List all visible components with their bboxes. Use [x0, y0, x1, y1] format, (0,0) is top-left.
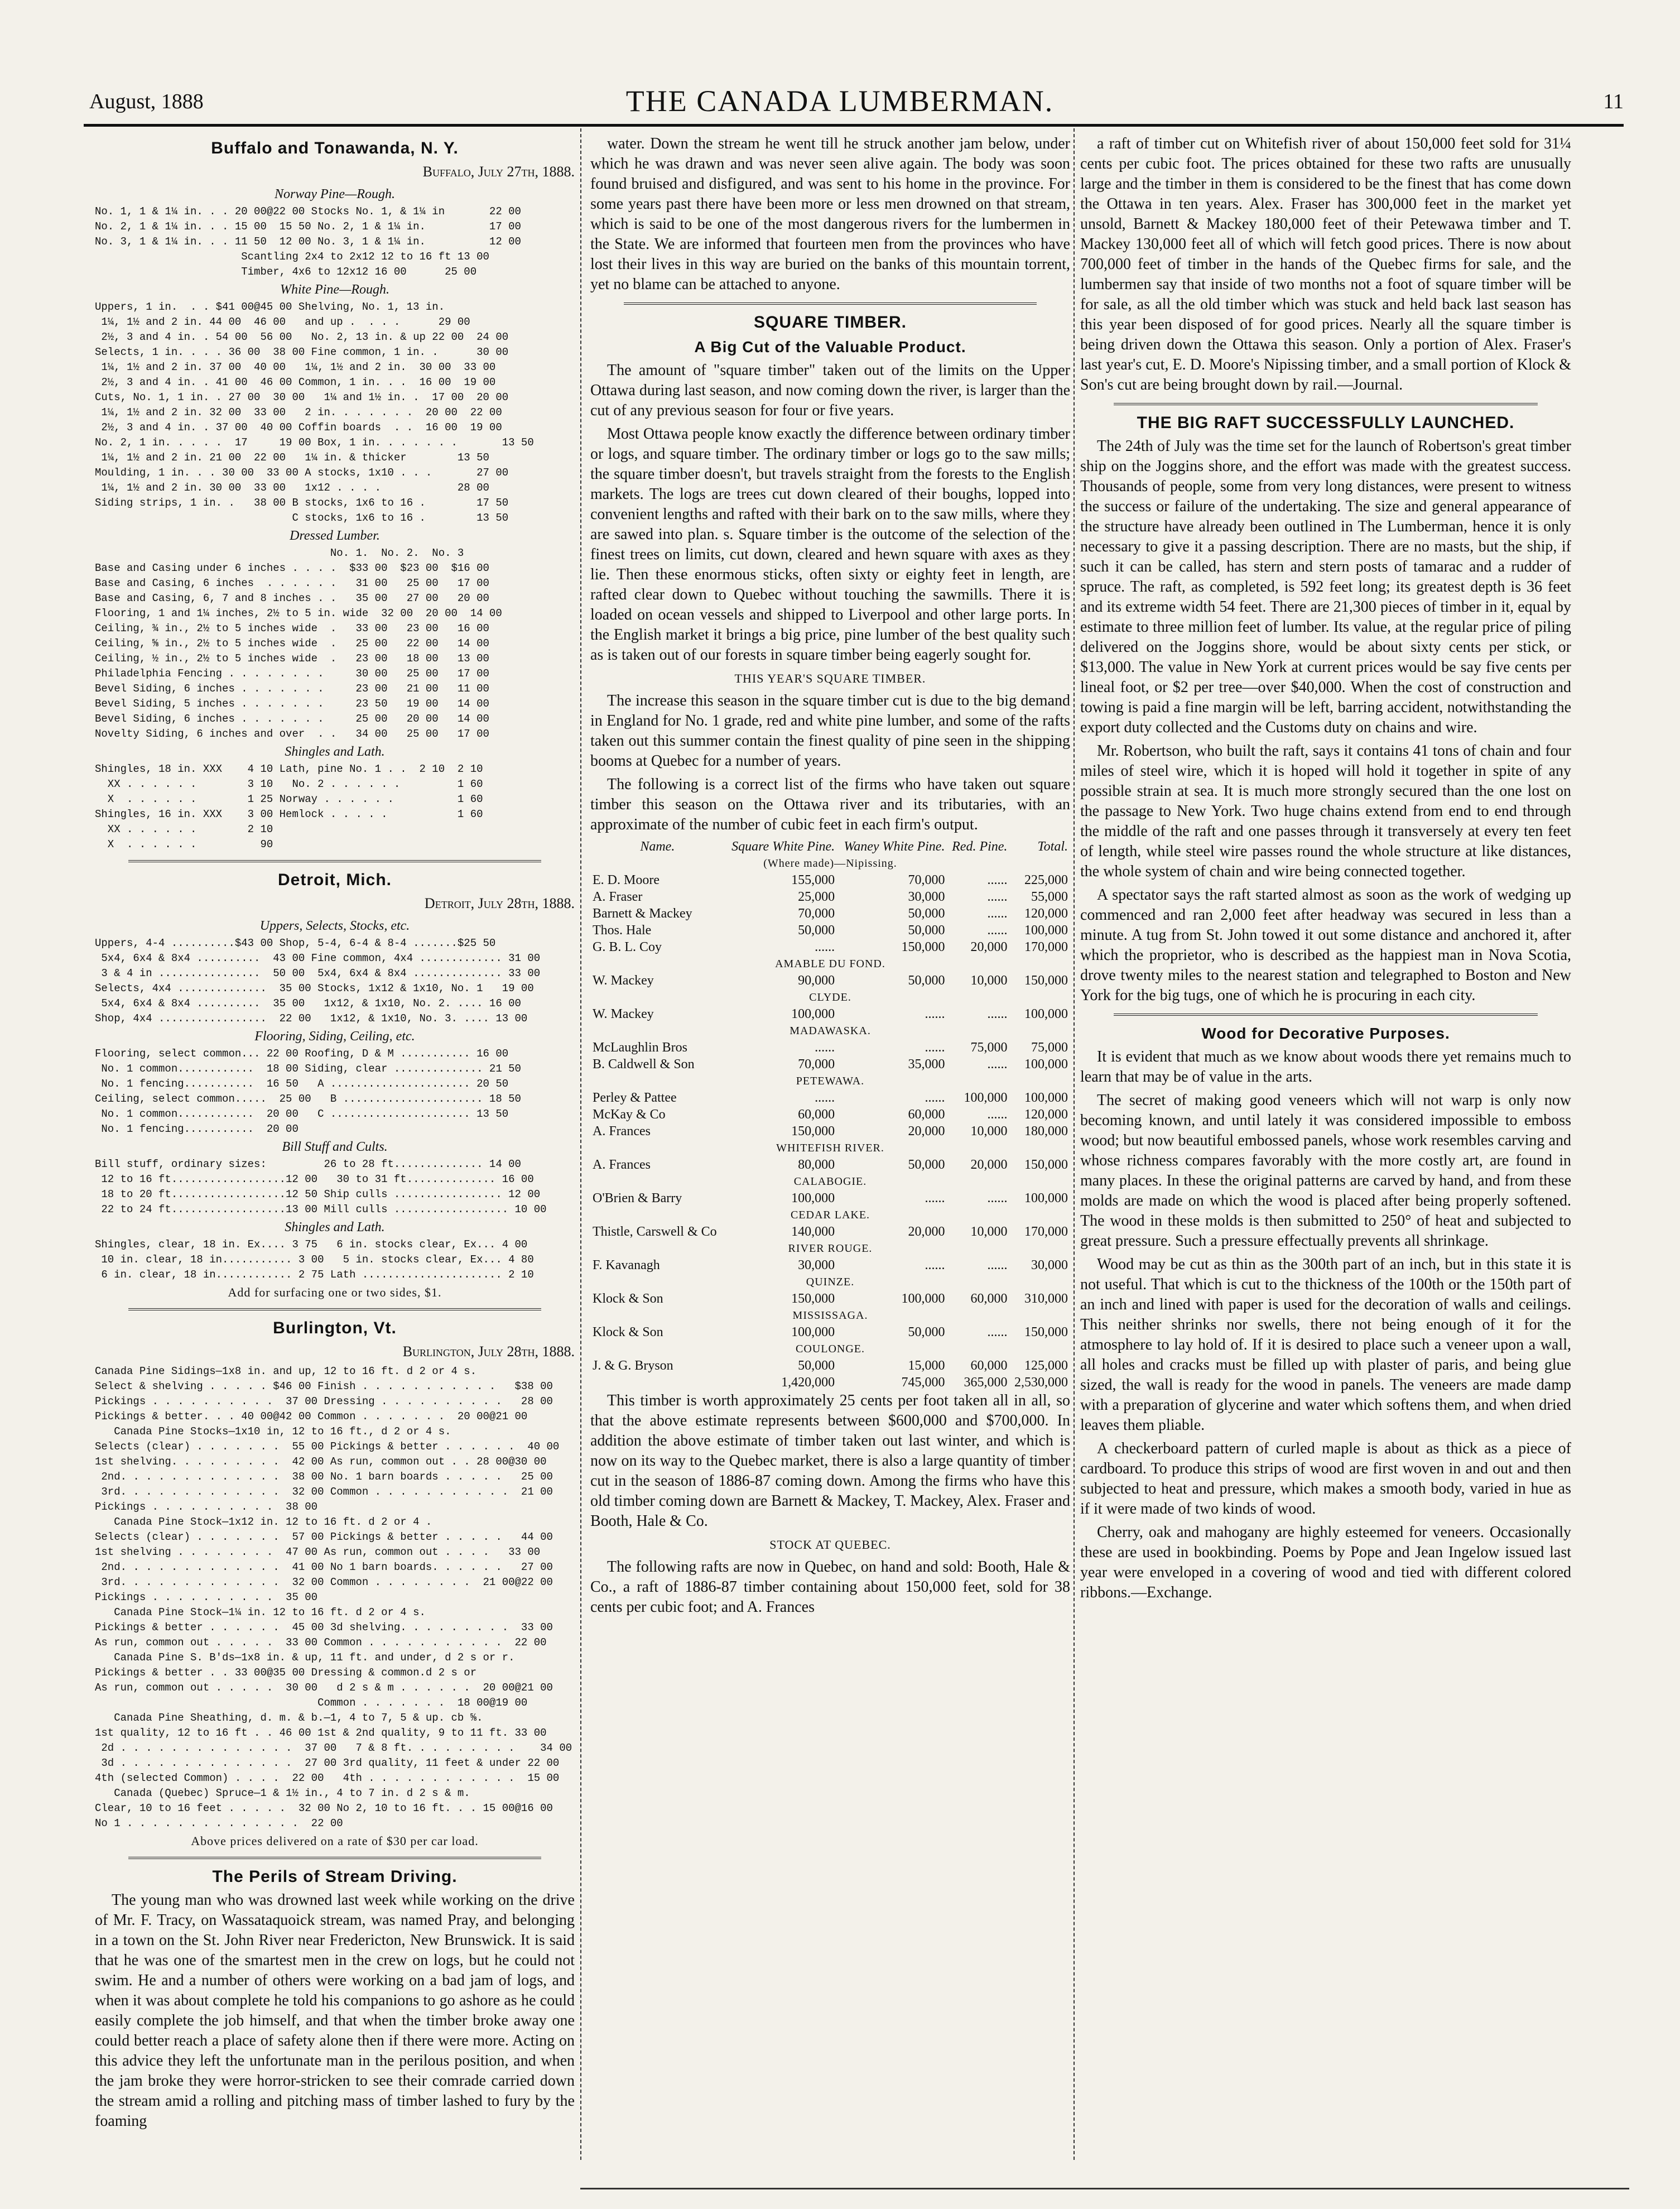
table-group-row — [590, 955, 1070, 972]
table-cell-value: 170,000 — [1024, 1224, 1068, 1239]
table-group-row — [590, 1022, 1070, 1039]
table-group-label: COULONGE. — [796, 1343, 865, 1355]
table-cell-value: 30,000 — [798, 1258, 835, 1272]
table-header: Name. — [640, 839, 675, 854]
table-group-label: CEDAR LAKE. — [790, 1209, 870, 1221]
article-paragraph: Cherry, oak and mahogany are highly esteemed for veneers. Occasionally these are used in bookbinding. Poems by Pope and Jean Ingelow issued last year were enveloped in a covering of wood and tied with different colored ribbons.—Exchange. — [1080, 1524, 1571, 1601]
table-cell-value: 70,000 — [908, 873, 945, 887]
table-group-row — [590, 1307, 1070, 1324]
table-cell-value: 20,000 — [908, 1124, 945, 1139]
table-cell-value: 100,000 — [1024, 1007, 1068, 1021]
table-cell-value: ...... — [987, 1107, 1008, 1122]
table-row — [590, 972, 1070, 989]
table-cell-value: 30,000 — [908, 890, 945, 904]
page-number: 11 — [1603, 90, 1624, 113]
masthead-title: THE CANADA LUMBERMAN. — [625, 84, 1054, 118]
table-cell-name: A. Fraser — [593, 890, 643, 904]
table-total-cell: 745,000 — [901, 1375, 945, 1390]
table-cell-name: F. Kavanagh — [593, 1258, 660, 1272]
table-body — [590, 855, 1070, 1391]
table-cell-value: ...... — [987, 1191, 1008, 1206]
article-paragraph: water. Down the stream he went till he struck another jam below, under which he was drawn and was never seen alive again. The body was soon found bruised and disfigured, and was sent to his home in the province. For some years past there have been more or less men drowned on that stream, which is said to be one of the most dangerous rivers for the lumbermen in the State. We are informed that fourteen men from the provinces who have lost their lives in this way are buried on the banks of this mountain torrent, yet no blame can be attached to anyone. — [590, 135, 1070, 293]
footer-rule — [580, 2188, 1629, 2189]
article-paragraph: The 24th of July was the time set for the launch of Robertson's great timber ship on the Joggins shore, and the effort was made with the greatest success. Thousands of people, some from very long distances, were present to witness the success or failure of the undertaking. The size and general appearance of the structure have already been outlined in The Lumberman, hence it is only necessary to give it a passing description. There are no masts, but the ship, if such it can be called, has stern and stern posts of tamarac and a rudder of spruce. The raft, as completed, is 592 feet long; its greatest depth is 36 feet and its extreme width 54 feet. There are 21,300 pieces of timber in it, equal by estimate to three million feet of lumber. Its value, at the regular price of piling delivered on the Joggins shore, would be about sixty cents per stick, or $13,000. The value in New York at current prices would be say five cents per lineal foot, or $2 per tree—over $40,000. When the cost of construction and towing is paid a fine margin will be left, barring accident, notwithstanding the export duty collected and the Customs duty on chains and wire. — [1080, 438, 1571, 736]
article-subtitle: A Big Cut of the Valuable Product. — [694, 338, 966, 356]
table-row — [590, 889, 1070, 905]
table-total-cell: 2,530,000 — [1014, 1375, 1068, 1390]
article-paragraph: A spectator says the raft started almost as soon as the work of wedging up commenced and ran 2,000 feet after headway was secured in less than a minute. A tug from St. John towed it out some distance and anchored it, after which the proprietor, who is described as the happiest man in Nova Scotia, drove twenty miles to the nearest station and telegraphed to Boston and New York for the big tugs, one of which he is procuring in each city. — [1080, 886, 1571, 1004]
column-2 — [590, 134, 1070, 2143]
table-group-row — [590, 1240, 1070, 1257]
table-cell-value: 120,000 — [1024, 1107, 1068, 1122]
table-group-label: QUINZE. — [806, 1276, 855, 1288]
table-group-row — [590, 1140, 1070, 1156]
table-cell-value: 100,000 — [1024, 923, 1068, 938]
table-cell-value: 150,000 — [791, 1291, 835, 1306]
subhead: Shingles and Lath. — [285, 1220, 385, 1235]
section-rule — [624, 302, 1037, 305]
table-cell-name: Perley & Pattee — [593, 1091, 677, 1105]
note: Add for surfacing one or two sides, $1. — [228, 1285, 442, 1299]
table-cell-name: Thistle, Carswell & Co — [593, 1224, 717, 1239]
table-header-row — [590, 838, 1070, 855]
table-cell-value: 10,000 — [970, 973, 1008, 988]
table-cell-value: ...... — [987, 1258, 1008, 1272]
price-list: Bill stuff, ordinary sizes: 26 to 28 ft.............. 14 00 12 to 16 ft..................12 00 30 to 31 ft.............. 16 00 18 to 20 ft..................12 50 Ship culls ................. 12 00 22 to 24 ft..................13 00 Mill culls .................. 10 00 — [95, 1158, 547, 1216]
article-title: The Perils of Stream Driving. — [212, 1867, 458, 1886]
table-cell-value: 100,000 — [791, 1191, 835, 1206]
article-paragraph: The following rafts are now in Quebec, on hand and sold: Booth, Hale & Co., a raft of 1886-87 timber containing about 150,000 feet, sold for 38 cents per cubic foot; and A. Frances — [590, 1558, 1070, 1616]
table-cell-value: 25,000 — [798, 890, 835, 904]
table-group-label: PETEWAWA. — [796, 1075, 865, 1087]
article-title: Wood for Decorative Purposes. — [1201, 1025, 1450, 1042]
table-cell-value: ...... — [925, 1040, 945, 1055]
section-rule — [1114, 403, 1538, 405]
dateline: Burlington, July 28th, 1888. — [402, 1343, 575, 1360]
table-cell-value: 100,000 — [1024, 1191, 1068, 1206]
article-paragraph: A checkerboard pattern of curled maple is about as thick as a piece of cardboard. To produce this strips of wood are first woven in and out and then subjected to heat and pressure, which makes a smooth body, varied in hue as if it were made of two kinds of wood. — [1080, 1440, 1571, 1518]
column-3 — [1080, 134, 1571, 2143]
table-cell-value: 60,000 — [970, 1358, 1008, 1373]
column-divider — [580, 128, 581, 2160]
header-date: August, 1888 — [89, 90, 204, 113]
table-cell-value: 100,000 — [1024, 1091, 1068, 1105]
table-group-row — [590, 1341, 1070, 1357]
table-cell-value: 60,000 — [908, 1107, 945, 1122]
table-group-row — [590, 989, 1070, 1006]
table-total-row — [590, 1374, 1070, 1391]
article-paragraph: This timber is worth approximately 25 cents per foot taken all in all, so that the above estimate represents between $600,000 and $700,000. In addition the above estimate of timber taken out last winter, and which is now on its way to the Quebec market, there is also a large quantity of timber cut in the season of 1886-87 coming down. Among the firms who have this old timber coming down are Barnett & Mackey, T. Mackey, Alex. Fraser and Booth, Hale & Co. — [590, 1392, 1070, 1530]
table-row — [590, 872, 1070, 889]
section-rule — [128, 1308, 541, 1310]
table-cell-name: A. Frances — [593, 1124, 651, 1139]
table-cell-value: ...... — [815, 1091, 835, 1105]
article-paragraph: The secret of making good veneers which will not warp is only now becoming known, and until lately it was considered impossible to emboss wood; but now beautiful embossed panels, whose work resembles carving and whose richness compares favorably with the more costly art, are found in many places. In these the original patterns are carved by hand, and from these molds are made on which the wood is placed after being properly softened. The wood in these molds is then submitted to 250° of heat and subjected to great pressure. Such a pressure effectually prevents all shrinkage. — [1080, 1092, 1571, 1250]
table-group-label: (Where made)—Nipissing. — [763, 857, 897, 870]
column-divider — [1074, 128, 1075, 2160]
table-cell-name: Thos. Hale — [593, 923, 652, 938]
table-cell-name: E. D. Moore — [593, 873, 660, 887]
table-cell-value: 150,000 — [1024, 1158, 1068, 1172]
header-rule — [84, 124, 1624, 127]
subhead: Flooring, Siding, Ceiling, etc. — [254, 1029, 415, 1044]
table-cell-value: 90,000 — [798, 973, 835, 988]
table-cell-value: 75,000 — [1031, 1040, 1068, 1055]
section-rule — [1114, 1014, 1538, 1016]
subhead: Uppers, Selects, Stocks, etc. — [259, 919, 410, 933]
table-group-label: MISSISSAGA. — [792, 1309, 868, 1322]
table-cell-value: 100,000 — [901, 1291, 945, 1306]
table-row — [590, 1223, 1070, 1240]
subhead: Dressed Lumber. — [290, 529, 380, 543]
table-cell-value: 150,000 — [1024, 973, 1068, 988]
table-cell-name: B. Caldwell & Son — [593, 1057, 695, 1072]
table-cell-name: G. B. L. Coy — [593, 940, 662, 954]
section-rule — [128, 860, 541, 862]
table-cell-value: 140,000 — [791, 1224, 835, 1239]
table-cell-value: 60,000 — [798, 1107, 835, 1122]
table-cell-value: 50,000 — [908, 923, 945, 938]
table-cell-name: Klock & Son — [593, 1325, 663, 1339]
table-group-label: AMABLE DU FOND. — [775, 958, 885, 970]
table-row — [590, 1357, 1070, 1374]
table-cell-value: 35,000 — [908, 1057, 945, 1072]
table-cell-value: 20,000 — [970, 940, 1008, 954]
table-cell-value: 100,000 — [791, 1007, 835, 1021]
table-group-row — [590, 1173, 1070, 1190]
section-title: Buffalo and Tonawanda, N. Y. — [211, 139, 459, 157]
dateline: Detroit, July 28th, 1888. — [424, 895, 575, 911]
price-list: Shingles, 18 in. XXX 4 10 Lath, pine No. 1 . . 2 10 2 10 XX . . . . . . 3 10 No. 2 . . . . . . 1 60 X . . . . . . 1 25 Norway . . . . . . 1 60 Shingles, 16 in. XXX 3 00 Hemlock . . . . . 1 60 XX . . . . . . 2 10 X . . . . . . 90 — [95, 763, 483, 851]
table-cell-value: ...... — [815, 1040, 835, 1055]
table-cell-value: 10,000 — [970, 1124, 1008, 1139]
table-cell-name: O'Brien & Barry — [593, 1191, 682, 1206]
table-cell-value: ...... — [987, 1325, 1008, 1339]
table-row — [590, 1190, 1070, 1207]
table-header: Square White Pine. — [731, 839, 835, 854]
table-cell-value: 20,000 — [970, 1158, 1008, 1172]
table-cell-value: 50,000 — [798, 923, 835, 938]
table-cell-value: ...... — [925, 1007, 945, 1021]
table-cell-name: W. Mackey — [593, 973, 654, 988]
table-total-cell — [590, 1374, 725, 1391]
article-paragraph: a raft of timber cut on Whitefish river of about 150,000 feet sold for 31¼ cents per cubic foot. The prices obtained for these two rafts are unusually large and the timber in them is considered to be the finest that has come down the Ottawa in ten years. Alex. Fraser has 300,000 feet in the market yet unsold, Barnett & Mackey 180,000 feet of their Petewawa timber and T. Mackey 130,000 feet all of which will fetch good prices. There is now about 700,000 feet of timber in the hands of the Quebec firms for sale, and the lumbermen say that inside of two months not a foot of square timber will be for sale, as all the old timber which was stuck and held back last season has this year been disposed of for good prices. Nearly all the square timber is being driven down the Ottawa this season. Only a portion of Alex. Fraser's last year's cut, E. D. Moore's Nipissing timber, and a small portion of Klock & Son's cut are being brought down by rail.—Journal. — [1080, 135, 1571, 393]
table-cell-value: 15,000 — [908, 1358, 945, 1373]
table-cell-value: 125,000 — [1024, 1358, 1068, 1373]
table-cell-value: ...... — [925, 1091, 945, 1105]
table-row — [590, 1156, 1070, 1173]
table-row — [590, 1006, 1070, 1022]
table-group-row — [590, 1073, 1070, 1089]
table-header: Waney White Pine. — [844, 839, 945, 854]
section-title: Burlington, Vt. — [273, 1319, 397, 1337]
table-cell-value: 180,000 — [1024, 1124, 1068, 1139]
section-rule — [128, 1857, 541, 1859]
table-group-label: CLYDE. — [809, 991, 851, 1003]
article-paragraph: It is evident that much as we know about woods there yet remains much to learn that may be of value in the arts. — [1080, 1048, 1571, 1086]
table-cell-value: 100,000 — [964, 1091, 1008, 1105]
table-group-label: MADAWASKA. — [790, 1025, 871, 1037]
table-row — [590, 1106, 1070, 1123]
table-cell-value: 50,000 — [908, 1325, 945, 1339]
table-cell-name: McKay & Co — [593, 1107, 666, 1122]
table-cell-name: Klock & Son — [593, 1291, 663, 1306]
section-title: Detroit, Mich. — [277, 871, 392, 889]
price-list: Flooring, select common... 22 00 Roofing, D & M ........... 16 00 No. 1 common............ 18 00 Siding, clear .............. 21 50 No. 1 fencing........... 16 50 A ...................... 20 50 Ceiling, select common..... 25 00 B ...................... 18 50 No. 1 common............ 20 00 C ...................... 13 50 No. 1 fencing........... 20 00 — [95, 1048, 521, 1135]
table-row — [590, 1324, 1070, 1341]
table-group-label: RIVER ROUGE. — [788, 1242, 873, 1255]
table-row — [590, 1056, 1070, 1073]
table-row — [590, 922, 1070, 939]
table-cell-name: Barnett & Mackey — [593, 906, 692, 921]
article-paragraph: The amount of "square timber" taken out of the limits on the Upper Ottawa during last season, and now coming down the river, is larger than the cut of any previous season for four or five years. — [590, 362, 1070, 419]
table-row — [590, 939, 1070, 955]
table-row — [590, 1290, 1070, 1307]
subhead: Shingles and Lath. — [285, 745, 385, 759]
subheading: STOCK AT QUEBEC. — [769, 1538, 891, 1552]
table-group-label: CALABOGIE. — [793, 1175, 867, 1188]
column-1 — [95, 134, 575, 2143]
article-paragraph: Most Ottawa people know exactly the difference between ordinary timber or logs, and square timber. The ordinary timber or logs go to the saw mills; the square timber doesn't, but travels straight from the forests to the English markets. The logs are trees cut down cleared of their boughs, lopped into convenient lengths and rafted with their bark on to the saw mills, where they are sawed into plan. s. Square timber is the outcome of the selection of the finest trees on limits, cut down, cleared and hewn square with axes as they lie. Then these enormous sticks, often sixty or eighty feet in length, are rafted clear down to Quebec without touching the sawmills. There it is loaded on ocean vessels and shipped to Liverpool and other large ports. In the English market it brings a big price, pine lumber of the best quality such as is taken out of our forests in square timber being eagerly sought for. — [590, 425, 1070, 664]
table-cell-value: ...... — [987, 906, 1008, 921]
subhead: White Pine—Rough. — [280, 282, 389, 297]
article-paragraph: Wood may be cut as thin as the 300th part of an inch, but in this state it is not useful. That which is cut to the thickness of the 100th or the 150th part of an inch and lined with paper is used for the decoration of walls and ceilings. This neither shrinks nor swells, there not being enough of it for the atmosphere to lay hold of. If it is desired to place such a veneer upon a wall, all holes and cracks must be filled up with plaster of paris, and being glue sized, the wall is ready for the wood in panels. The veneers are made damp with a preparation of glycerine and water which softens them, and when dried leaves them pliable. — [1080, 1256, 1571, 1434]
table-cell-value: 100,000 — [1024, 1057, 1068, 1072]
table-cell-value: 310,000 — [1024, 1291, 1068, 1306]
table-cell-value: 100,000 — [791, 1325, 835, 1339]
table-cell-value: 75,000 — [970, 1040, 1008, 1055]
article-paragraph: Mr. Robertson, who built the raft, says it contains 41 tons of chain and four miles of steel wire, which it is hoped will hold it together in spite of any possible strain at sea. It is much more strongly secured than the one lost on the passage to New York. Two huge chains extend from end to end through the middle of the raft and one passes through it transversely at every ten feet of length, while steel wire passes round the whole structure at like distances, the whole system of chain and wire being connected together. — [1080, 742, 1571, 880]
table-cell-value: 150,000 — [901, 940, 945, 954]
table-cell-value: 10,000 — [970, 1224, 1008, 1239]
subhead: Bill Stuff and Cults. — [282, 1140, 388, 1154]
table-cell-value: 80,000 — [798, 1158, 835, 1172]
table-group-row — [590, 1207, 1070, 1223]
article-paragraph: The increase this season in the square timber cut is due to the big demand in England for No. 1 grade, red and white pine lumber, and some of the rafts taken out this summer contain the finest quality of pine seen in the shipping booms at Quebec for a number of years. — [590, 692, 1070, 770]
table-cell-value: 225,000 — [1024, 873, 1068, 887]
table-cell-value: 20,000 — [908, 1224, 945, 1239]
table-cell-name: W. Mackey — [593, 1007, 654, 1021]
table-cell-value: 70,000 — [798, 906, 835, 921]
table-cell-value: 70,000 — [798, 1057, 835, 1072]
table-header: Red. Pine. — [952, 839, 1008, 854]
dateline: Buffalo, July 27th, 1888. — [422, 164, 575, 180]
table-cell-value: 30,000 — [1031, 1258, 1068, 1272]
table-cell-name: J. & G. Bryson — [593, 1358, 673, 1373]
article-paragraph: The following is a correct list of the firms who have taken out square timber this season on the Ottawa river and its tributaries, with an approximate of the number of cubic feet in each firm's output. — [590, 776, 1070, 833]
table-cell-value: 50,000 — [908, 906, 945, 921]
table-row — [590, 1123, 1070, 1140]
timber-table — [590, 838, 1070, 1391]
table-cell-value: 150,000 — [1024, 1325, 1068, 1339]
page-header — [39, 84, 1640, 117]
table-cell-value: ...... — [925, 1258, 945, 1272]
table-cell-value: 55,000 — [1031, 890, 1068, 904]
table-cell-value: ...... — [987, 1007, 1008, 1021]
table-cell-value: 50,000 — [908, 973, 945, 988]
article-title: THE BIG RAFT SUCCESSFULLY LAUNCHED. — [1137, 414, 1515, 432]
table-total-cell: 365,000 — [964, 1375, 1008, 1390]
table-row — [590, 1089, 1070, 1106]
table-cell-value: 155,000 — [791, 873, 835, 887]
table-cell-value: ...... — [987, 923, 1008, 938]
subheading: THIS YEAR'S SQUARE TIMBER. — [734, 671, 926, 685]
subhead: Norway Pine—Rough. — [275, 187, 395, 201]
table-cell-value: 50,000 — [908, 1158, 945, 1172]
table-header: Total. — [1037, 839, 1068, 854]
table-cell-value: 150,000 — [791, 1124, 835, 1139]
price-list: Uppers, 1 in. . . $41 00@45 00 Shelving, No. 1, 13 in. 1¼, 1½ and 2 in. 44 00 46 00 and up . . . . 29 00 2½, 3 and 4 in. . 54 00 56 00 No. 2, 13 in. & up 22 00 24 00 Selects, 1 in. . . . 36 00 38 00 Fine common, 1 in. . 30 00 1¼, 1½ and 2 in. 37 00 40 00 1¼, 1½ and 2 in. 30 00 33 00 2½, 3 and 4 in. . 41 00 46 00 Common, 1 in. . . 16 00 19 00 Cuts, No. 1, 1 in. . 27 00 30 00 1¼ and 1½ in. . 17 00 20 00 1¼, 1½ and 2 in. 32 00 33 00 2 in. . . . . . . 20 00 22 00 2½, 3 and 4 in. . 37 00 40 00 Coffin boards . . 16 00 19 00 No. 2, 1 in. . . . . 17 19 00 Box, 1 in. . . . . . . 13 50 1¼, 1½ and 2 in. 21 00 22 00 1¼ in. & thicker 13 50 Moulding, 1 in. . . 30 00 33 00 A stocks, 1x10 . . . 27 00 1¼, 1½ and 2 in. 30 00 33 00 1x12 . . . . 28 00 Siding strips, 1 in. . 38 00 B stocks, 1x6 to 16 . 17 50 C stocks, 1x6 to 16 . 13 50 — [95, 301, 534, 524]
price-list: No. 1. No. 2. No. 3 Base and Casing under 6 inches . . . . $33 00 $23 00 $16 00 Base and Casing, 6 inches . . . . . . 31 00 25 00 17 00 Base and Casing, 6, 7 and 8 inches . . 35 00 27 00 20 00 Flooring, 1 and 1¼ inches, 2½ to 5 in. wide 32 00 20 00 14 00 Ceiling, ¾ in., 2½ to 5 inches wide . 33 00 23 00 16 00 Ceiling, ⅝ in., 2½ to 5 inches wide . 25 00 22 00 14 00 Ceiling, ½ in., 2½ to 5 inches wide . 23 00 18 00 13 00 Philadelphia Fencing . . . . . . . . 30 00 25 00 17 00 Bevel Siding, 6 inches . . . . . . . 23 00 21 00 11 00 Bevel Siding, 5 inches . . . . . . . 23 50 19 00 14 00 Bevel Siding, 6 inches . . . . . . . 25 00 20 00 14 00 Novelty Siding, 6 inches and over . . 34 00 25 00 17 00 — [95, 547, 502, 740]
table-cell-name: McLaughlin Bros — [593, 1040, 687, 1055]
table-row — [590, 905, 1070, 922]
table-cell-name: A. Frances — [593, 1158, 651, 1172]
note: Above prices delivered on a rate of $30 per car load. — [191, 1834, 479, 1848]
table-row — [590, 1257, 1070, 1274]
table-row — [590, 1039, 1070, 1056]
table-cell-value: ...... — [987, 873, 1008, 887]
table-group-row — [590, 1274, 1070, 1290]
table-cell-value: 50,000 — [798, 1358, 835, 1373]
price-list: Uppers, 4-4 ..........$43 00 Shop, 5-4, 6-4 & 8-4 .......$25 50 5x4, 6x4 & 8x4 .......... 43 00 Fine common, 4x4 ............. 31 00 3 & 4 in ................ 50 00 5x4, 6x4 & 8x4 .............. 33 00 Selects, 4x4 .............. 35 00 Stocks, 1x12 & 1x10, No. 1 19 00 5x4, 6x4 & 8x4 .......... 35 00 1x12, & 1x10, No. 2. .... 16 00 Shop, 4x4 ................. 22 00 1x12, & 1x10, No. 3. .... 13 00 — [95, 937, 541, 1025]
table-group-row — [590, 855, 1070, 872]
price-list: Canada Pine Sidings—1x8 in. and up, 12 to 16 ft. d 2 or 4 s. Select & shelving . . . . . $46 00 Finish . . . . . . . . . . . $38 00 Pickings . . . . . . . . . . 37 00 Dressing . . . . . . . . . . 28 00 Pickings & better. . . 40 00@42 00 Common . . . . . . . 20 00@21 00 Canada Pine Stocks—1x10 in, 12 to 16 ft., d 2 or 4 s. Selects (clear) . . . . . . . 55 00 Pickings & better . . . . . . 40 00 1st shelving. . . . . . . . . 42 00 As run, common out . . 28 00@30 00 2nd. . . . . . . . . . . . . 38 00 No. 1 barn boards . . . . . 25 00 3rd. . . . . . . . . . . . . 32 00 Common . . . . . . . . . . . 21 00 Pickings . . . . . . . . . . 38 00 Canada Pine Stock—1x12 in. 12 to 16 ft. d 2 or 4 . Selects (clear) . . . . . . . 57 00 Pickings & better . . . . . 44 00 1st shelving . . . . . . . . 47 00 As run, common out . . . . 33 00 2nd. . . . . . . . . . . . . 41 00 No 1 barn boards. . . . . . 27 00 3rd. . . . . . . . . . . . . 32 00 Common . . . . . . . . 21 00@22 00 Pickings . . . . . . . . . . 35 00 Canada Pine Stock—1¼ in. 12 to 16 ft. d 2 or 4 s. Pickings & better . . . . . . 45 00 3d shelving. . . . . . . . . 33 00 As run, common out . . . . . 33 00 Common . . . . . . . . . . . 22 00 Canada Pine S. B'ds—1x8 in. & up, 11 ft. and under, d 2 s or r. Pickings & better . . 33 00@35 00 Dressing & common.d 2 s or As run, common out . . . . . 30 00 d 2 s & m . . . . . . 20 00@21 00 Common . . . . . . . 18 00@19 00 Canada Pine Sheathing, d. m. & b.—1, 4 to 7, 5 & up. cb ⅝. 1st quality, 12 to 16 ft . . 46 00 1st & 2nd quality, 9 to 11 ft. 33 00 2d . . . . . . . . . . . . . . 37 00 7 & 8 ft. . . . . . . . . 34 00 3d . . . . . . . . . . . . . . 27 00 3rd quality, 11 feet & under 22 00 4th (selected Common) . . . . 22 00 4th . . . . . . . . . . . . 15 00 Canada (Quebec) Spruce—1 & 1½ in., 4 to 7 in. d 2 s & m. Clear, 10 to 16 feet . . . . . 32 00 No 2, 10 to 16 ft. . . 15 00@16 00 No 1 . . . . . . . . . . . . . . 22 00 — [95, 1365, 572, 1829]
table-cell-value: 170,000 — [1024, 940, 1068, 954]
article-paragraph: The young man who was drowned last week while working on the drive of Mr. F. Tracy, on Wassataquoick stream, was named Pray, and belonging in a town on the St. John River near Fredericton, New Brunswick. It is said that he was one of the smartest men in the crew on logs, but he could not swim. He and a number of others were working on a bad jam of logs, and when it was about complete he told his companions to go ashore as he could easily complete the job himself, and that when the timber broke away one could better reach a place of safety alone then if there were more. Acting on this advice they left the unfortunate man in the perilous position, and when the jam broke they were horror-stricken to see their comrade carried down the stream amid a rolling and pitching mass of timber lashed to fury by the foaming — [95, 1891, 575, 2130]
table-cell-value: ...... — [815, 940, 835, 954]
table-total-cell: 1,420,000 — [781, 1375, 835, 1390]
table-cell-value: ...... — [987, 1057, 1008, 1072]
price-list: No. 1, 1 & 1¼ in. . . 20 00@22 00 Stocks No. 1, & 1¼ in 22 00 No. 2, 1 & 1¼ in. . . 15 00 15 50 No. 2, 1 & 1¼ in. 17 00 No. 3, 1 & 1¼ in. . . 11 50 12 00 No. 3, 1 & 1¼ in. 12 00 Scantling 2x4 to 2x12 12 to 16 ft 13 00 Timber, 4x6 to 12x12 16 00 25 00 — [95, 205, 521, 278]
table-group-label: WHITEFISH RIVER. — [776, 1142, 884, 1154]
table-cell-value: ...... — [925, 1191, 945, 1206]
table-cell-value: 60,000 — [970, 1291, 1008, 1306]
price-list: Shingles, clear, 18 in. Ex.... 3 75 6 in. stocks clear, Ex... 4 00 10 in. clear, 18 in........... 3 00 5 in. stocks clear, Ex... 4 80 6 in. clear, 18 in............ 2 75 Lath ...................... 2 10 — [95, 1238, 534, 1281]
table-cell-value: 120,000 — [1024, 906, 1068, 921]
table-cell-value: ...... — [987, 890, 1008, 904]
article-title: SQUARE TIMBER. — [753, 313, 907, 332]
